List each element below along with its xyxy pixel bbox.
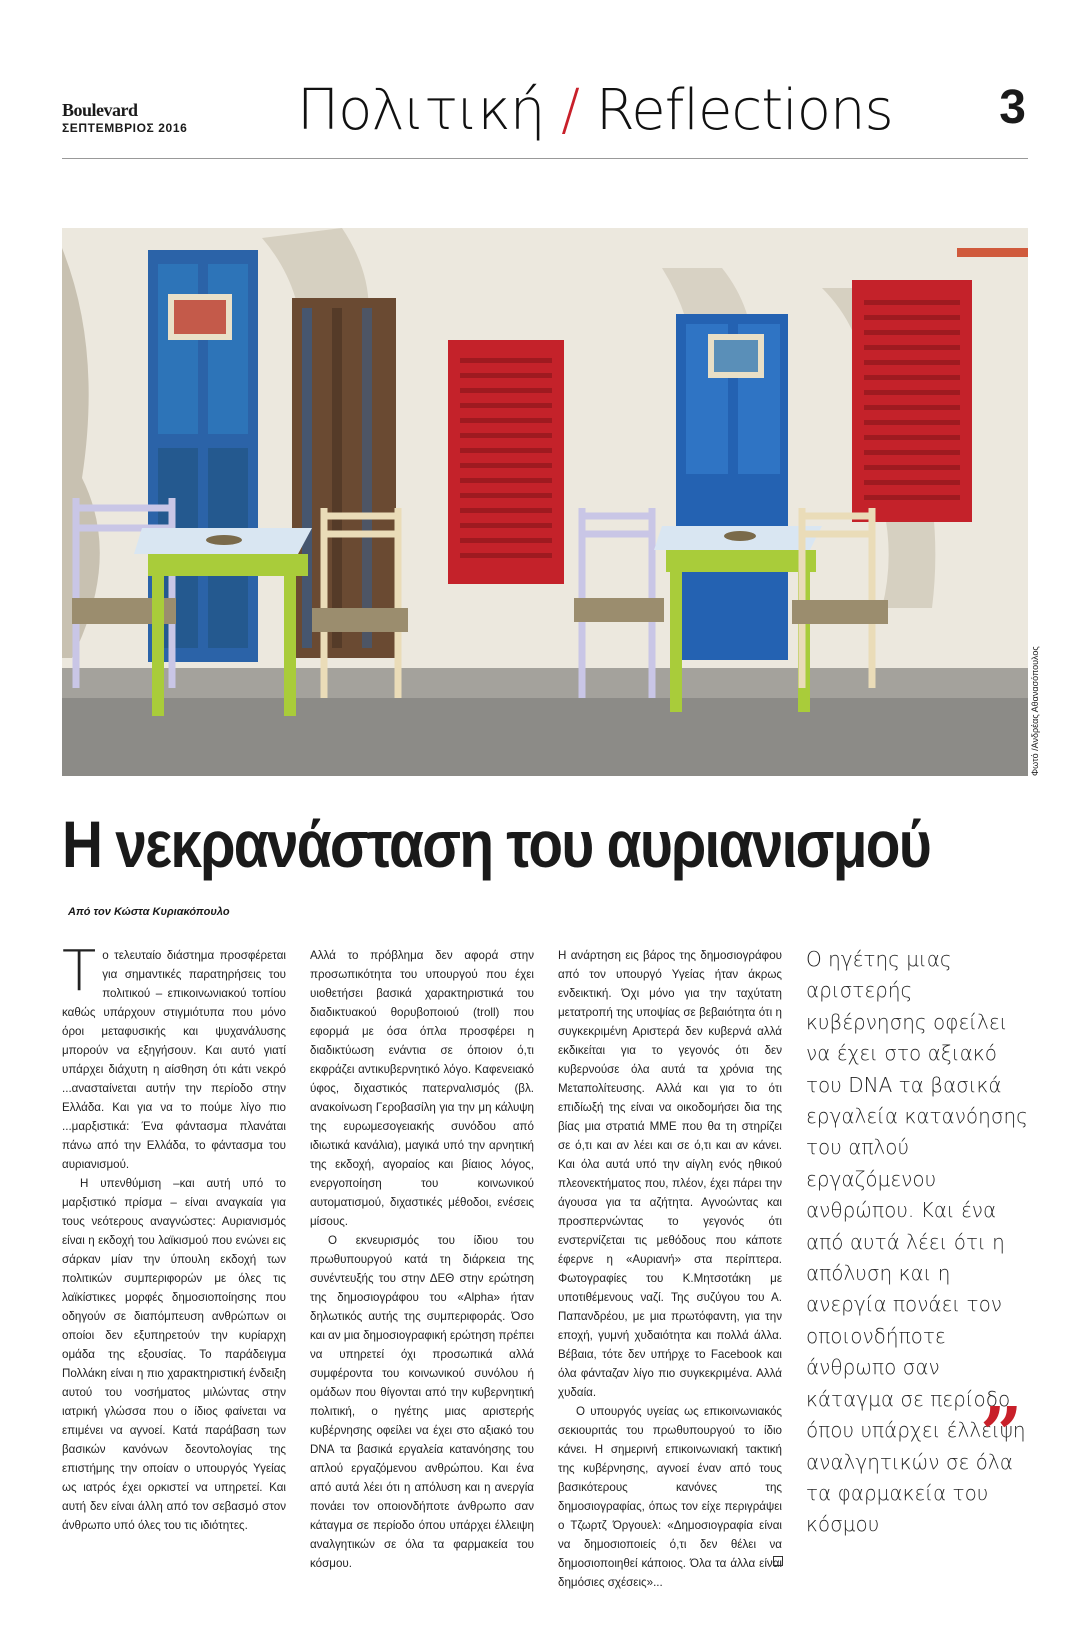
end-of-article-icon [773,1556,783,1566]
article-title: Η νεκρανάσταση του αυριανισμού [62,807,931,881]
drop-cap: Τ [62,939,97,1004]
photo-illustration [62,228,1028,776]
article-column-3 [558,946,782,1592]
issue-date: ΣΕΠΤΕΜΒΡΙΟΣ 2016 [62,121,188,135]
article-column-1 [62,939,286,1535]
byline: Από τον Κώστα Κυριακόπουλο [68,906,230,918]
section-separator: / [561,78,580,143]
section-left: Πολιτική [297,78,545,143]
section-title [297,78,893,143]
page-number: 3 [999,81,1026,134]
masthead [62,80,1028,159]
brand-logo: Boulevard [62,100,138,120]
article-column-2 [310,946,534,1573]
paragraph-4: Ο εκνευρισμός του ίδιου του πρωθυπουργού κατά τη διάρκεια της συνέντευξής του στην ΔΕΘ στην ερώτηση της δημοσιογράφου του «Alpha» ήταν δηλωτικός αυτής της συμπεριφοράς. Όσο και αν μια δημοσιογραφική ερώτηση πρέπει να υπηρετεί όχι προσωπικά αλλά συμφέροντα του κοινωνικού συνόλου ή ομάδων που θίγονται από την κυβερνητική πολιτική, ο ηγέτης μιας αριστερής κυβέρνησης οφείλει να έχει στο αξιακό του DNA τα βασικά εργαλεία κατανόησης του απλού εργαζόμενου ανθρώπου. Και ένα από αυτά λέει ότι η απόλυση και η ανεργία πονάει τον οποιονδήποτε άνθρωπο σαν κάταγμα σε περίοδο όπου υπάρχει έλλειψη αναλγητικών σε όλα τα φαρμακεία του κόσμου. [310,1234,534,1570]
quote-mark-icon: ” [980,1392,1023,1478]
pull-quote: Ο ηγέτης μιας αριστερής κυβέρνησης οφείλει να έχει στο αξιακό του DNA τα βασικά εργαλεία κατανόησης του απλού εργαζόμενου ανθρώπου. Και ένα από αυτά λέει ότι η απόλυση και η ανεργία πονάει τον οποιονδήποτε άνθρωπο σαν κάταγμα σε περίοδο όπου υπάρχει έλλειψη αναλγητικών σε όλα τα φαρμακεία του κόσμου [806,947,1028,1537]
paragraph-5: Η ανάρτηση εις βάρος της δημοσιογράφου από τον υπουργό Υγείας ήταν άκρως ενδεικτική. Όχι μόνο για την ταχύτατη μετατροπή της υποψίας σε βεβαιότητα ότι η συγκεκριμένη Αριστερά δεν κυβερνά αλλά εκδικείται για το γεγονός ότι δεν κυβερνούσε όλα αυτά τα χρόνια της Μεταπολίτευσης. Αλλά και για το ότι επιδίωξή της είναι να οικοδομήσει δια της βίας μια στρατιά ΜΜΕ που θα τη στηρίζει σε ό,τι και αν λέει και σε ό,τι και αν κάνει. Και όλα αυτά υπό την αίγλη ενός ηθικού πλεονεκτήματος που, πλέον, έχει πάρει την άγουσα για τα αζήτητα. Αγνοώντας και προσπερνώντας το γεγονός ότι ενστερνίζεται τις μεθόδους που κάποτε έφερνε η «Αυριανή» στα περίπτερα. Φωτογραφίες του Κ.Μητσοτάκη με υποτιθέμενους ναζί. Της συζύγου του Α. Παπανδρέου, με μια πρωτόφαντη, για την εποχή, γυμνή χυδαιότητα και πολλά άλλα. Βέβαια, τότε δεν υπήρχε το Facebook και όλα φάνταζαν λίγο πιο συγκεκριμένα. Αλλά χυδαία. [558,949,782,1399]
paragraph-6: Ο υπουργός υγείας ως επικοινωνιακός σεκιουριτάς του πρωθυπουργού το ίδιο κάνει. Η σημερινή επικοινωνιακή τακτική της κυβέρνησης, αγνοεί έναν από τους βασικότερους κανόνες της δημοσιογραφίας, όπως τον είχε περιγράψει ο Τζωρτζ Όργουελ: «Δημοσιογραφία είναι να δημοσιοποιείς ό,τι δεν θέλει να δημοσιοποιηθεί κάποιος. Όλα τα άλλα είναι δημόσιες σχέσεις»... [558,1405,782,1589]
paragraph-3: Αλλά το πρόβλημα δεν αφορά στην προσωπικότητα του υπουργού που έχει υιοθετήσει βασικά χαρακτηριστικά του διαδικτυακού θορυβοποιού (troll) που εφορμά με όσα όπλα προσφέρει η διαδικτύωση ενάντια σε όποιον ό,τι εκφράζει αντικυβερνητικό λόγο. Καφενειακό ύφος, διχαστικός πατερναλισμός (βλ. ανακοίνωση Γεροβασίλη για την μη κάλυψη της ευρωμεσογειακής συνόδου από ιδιωτικά κανάλια), μαγικά υπό την αρνητική της εκδοχή, αγοραίος και βίαιος λόγος, ενεργοποίηση του κοινωνικού αυτοματισμού, διχαστικές μέθοδοι, ενέσεις μίσους. [310,949,534,1228]
paragraph-1: Το τελευταίο διάστημα προσφέρεται για σημαντικές παρατηρήσεις του πολιτικού – επικοινωνιακού τοπίου καθώς υπάρχουν στιγμιότυπα που μόνο όροι μεταφυσικής και ψυχανάλυσης μπορούν να εξηγήσουν. Και αυτό γιατί υπάρχει διάχυτη η αίσθηση ότι κάτι νεκρό ...ανασταίνεται αυτήν την περίοδο στην Ελλάδα. Και για να το πούμε λίγο πιο ...μαρξιστικά: Ένα φάντασμα πλανάται πάνω από την Ελλάδα, το φάντασμα του αυριανισμού. [62,939,286,1171]
article-photo [62,228,1028,776]
section-right: Reflections [595,78,893,143]
paragraph-2: Η υπενθύμιση –και αυτή υπό το μαρξιστικό πρίσμα – είναι αναγκαία για τους νεότερους αναγνώστες: Αυριανισμός είναι η εκδοχή του λαϊκισμού που ενώνει εις σάρκαν μίαν την ύπουλη εκδοχή των πολιτικών συμπεριφορών με όλες τις λαϊκίστικες μορφές δημοσιοποίησης που οδηγούν σε διαπόμπευση ανθρώπων οι οποίοι δεν εξυπηρετούν την κυρίαρχη ομάδα της εξουσίας. Το παράδειγμα Πολλάκη είναι η πιο χαρακτηριστική ένδειξη αυτού του νοσήματος μιλώντας στην ιατρική γλώσσα που ο ίδιος φαίνεται να επιμένει να αγνοεί. Κατά παράβαση των βασικών κανόνων δεοντολογίας της επιστήμης την οποίαν ο υπουργός Υγείας ως ιατρός έχει ορκιστεί να υπηρετεί. Και αυτή δεν είναι άλλη από τον σεβασμό στον άνθρωπο υπό όλες του τις ιδιότητες. [62,1177,286,1532]
